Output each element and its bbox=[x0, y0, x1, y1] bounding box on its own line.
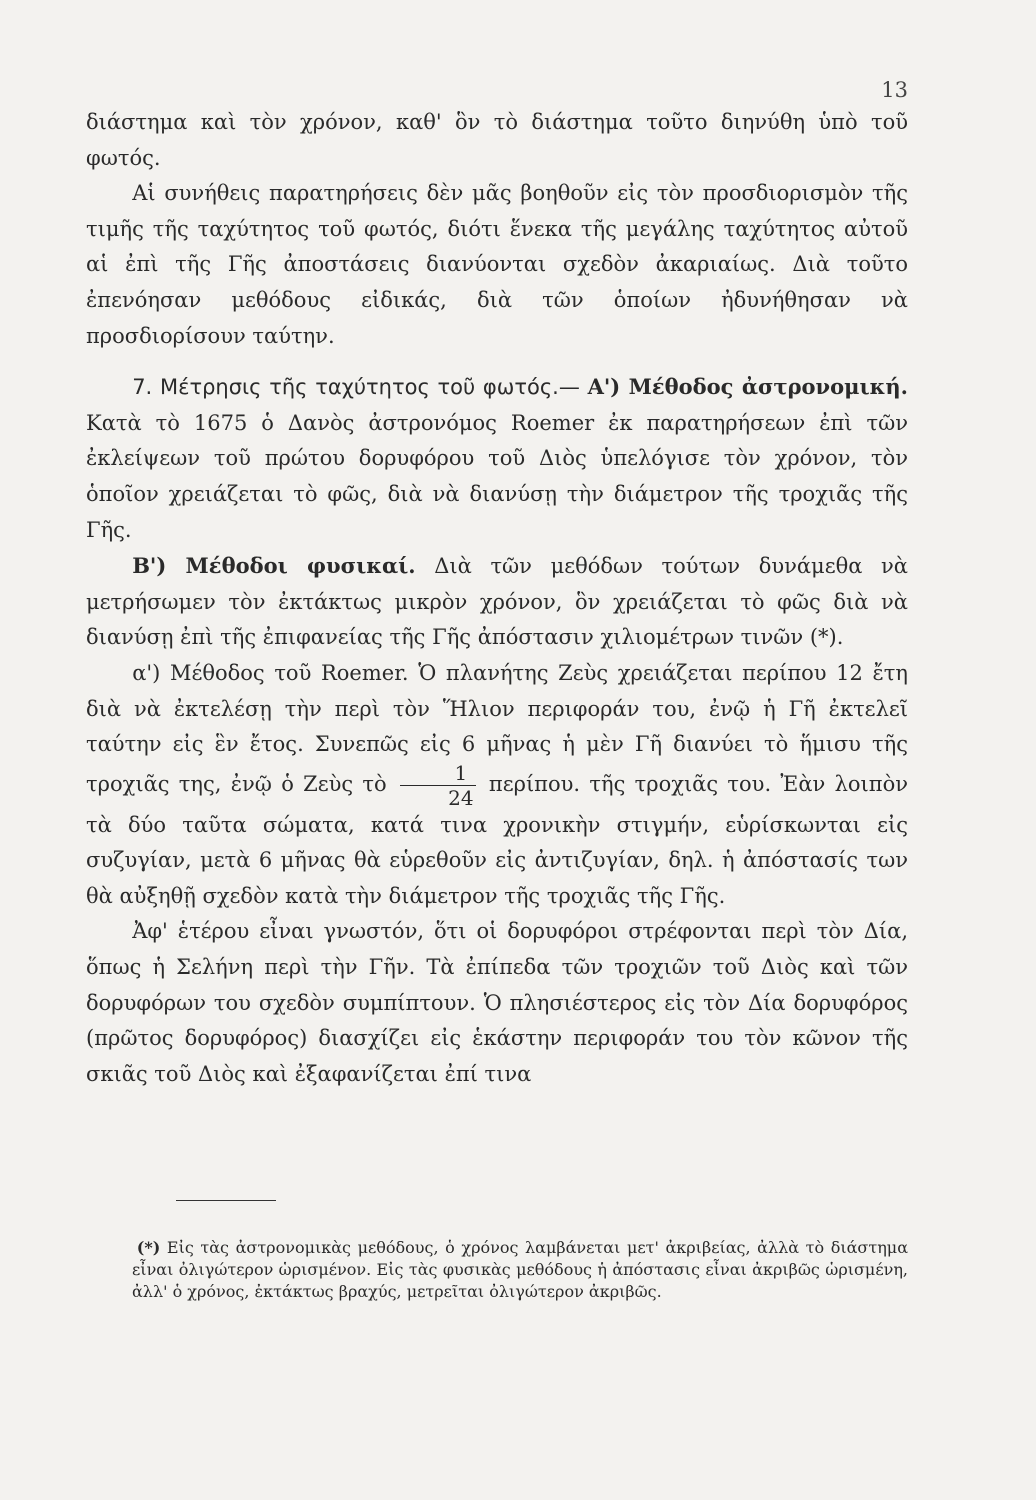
fraction-denominator: 24 bbox=[448, 785, 474, 810]
section-7-text: Κατὰ τὸ 1675 ὁ Δανὸς ἀστρονόμος Roemer ἐκ παρατηρήσεων ἐπὶ τῶν ἐκλείψεων τοῦ πρώτου δορυφόρου τοῦ Διὸς ὑπελόγισε τὸν χρόνον, τὸν ὁποῖον χρειάζεται τὸ φῶς, διὰ νὰ διανύσῃ τὴν διάμετρον τῆς τροχιᾶς τῆς Γῆς. bbox=[86, 410, 908, 542]
footnote-marker: (*) bbox=[136, 1238, 161, 1257]
fraction bbox=[400, 760, 476, 810]
paragraph-2: Αἱ συνήθεις παρατηρήσεις δὲν μᾶς βοηθοῦν εἰς τὸν προσδιορισμὸν τῆς τιμῆς τῆς ταχύτητος τοῦ φωτός, διότι ἕνεκα τῆς μεγάλης ταχύτητος αὐτοῦ αἱ ἐπὶ τῆς Γῆς ἀποστάσεις διανύονται σχεδὸν ἀκαριαίως. Διὰ τοῦτο ἐπενόησαν μεθόδους εἰδικάς, διὰ τῶν ὁποίων ἠδυνήθησαν νὰ προσδιορίσουν ταύτην. bbox=[86, 181, 908, 348]
section-7-paragraph bbox=[86, 369, 908, 548]
body-text bbox=[86, 105, 908, 1092]
page-number: 13 bbox=[881, 78, 908, 102]
section-number: 7. bbox=[132, 375, 153, 400]
subsection-a-title: Α') Μέθοδος ἀστρονομική. bbox=[587, 374, 908, 400]
subsection-b-title: Β') Μέθοδοι φυσικαί. bbox=[132, 553, 416, 579]
section-b-paragraph bbox=[86, 548, 908, 656]
footnote-text: Εἰς τὰς ἀστρονομικὰς μεθόδους, ὁ χρόνος λαμβάνεται μετ' ἀκριβείας, ἀλλὰ τὸ διάστημα εἶναι ὀλιγώτερον ὡρισμένον. Εἰς τὰς φυσικὰς μεθόδους ἡ ἀπόστασις εἶναι ἀκριβῶς ὡρισμένη, ἀλλ' ὁ χρόνος, ἐκτάκτως βραχύς, μετρεῖται ὀλιγώτερον ἀκριβῶς. bbox=[132, 1238, 908, 1301]
roemer-text-before: α') Μέθοδος τοῦ Roemer. Ὁ πλανήτης Ζεὺς χρειάζεται περίπου 12 ἔτη διὰ νὰ ἐκτελέσῃ τὴν περὶ τὸν Ἥλιον περιφοράν του, ἐνῷ ἡ Γῆ ἐκτελεῖ ταύτην εἰς ἓν ἔτος. Συνεπῶς εἰς 6 μῆνας ἡ μὲν Γῆ διανύει τὸ ἥμισυ τῆς τροχιᾶς της, ἐνῷ ὁ Ζεὺς τὸ bbox=[86, 660, 908, 796]
paragraph-last: Ἀφ' ἑτέρου εἶναι γνωστόν, ὅτι οἱ δορυφόροι στρέφονται περὶ τὸν Δία, ὅπως ἡ Σελήνη περὶ τὴν Γῆν. Τὰ ἐπίπεδα τῶν τροχιῶν τοῦ Διὸς καὶ τῶν δορυφόρων του σχεδὸν συμπίπτουν. Ὁ πλησιέστερος εἰς τὸν Δία δορυφόρος (πρῶτος δορυφόρος) διασχίζει εἰς ἑκάστην περιφοράν του τὸν κῶνον τῆς σκιᾶς τοῦ Διὸς καὶ ἐξαφανίζεται ἐπί τινα bbox=[86, 919, 908, 1086]
section-title: Μέτρησις τῆς ταχύτητος τοῦ φωτός.— bbox=[159, 375, 580, 400]
roemer-paragraph bbox=[86, 656, 908, 915]
roemer-text-after: περίπου. τῆς τροχιᾶς του. Ἐὰν λοιπὸν τὰ δύο ταῦτα σώματα, κατά τινα χρονικὴν στιγμήν, εὑρίσκωνται εἰς συζυγίαν, μετὰ 6 μῆνας θὰ εὑρεθοῦν εἰς ἀντιζυγίαν, δηλ. ἡ ἀπόστασίς των θὰ αὐξηθῇ σχεδὸν κατὰ τὴν διάμετρον τῆς τροχιᾶς τῆς Γῆς. bbox=[86, 771, 908, 908]
fraction-numerator: 1 bbox=[400, 763, 476, 786]
footnote-divider bbox=[176, 1200, 276, 1201]
footnote bbox=[132, 1237, 908, 1303]
paragraph-1: διάστημα καὶ τὸν χρόνον, καθ' ὃν τὸ διάστημα τοῦτο διηνύθη ὑπὸ τοῦ φωτός. bbox=[86, 110, 908, 170]
section-b-text: Διὰ τῶν μεθόδων τούτων δυνάμεθα νὰ μετρήσωμεν τὸν ἐκτάκτως μικρὸν χρόνον, ὃν χρειάζεται τὸ φῶς διὰ νὰ διανύσῃ ἐπὶ τῆς ἐπιφανείας τῆς Γῆς ἀπόστασιν χιλιομέτρων τινῶν (*). bbox=[86, 554, 908, 650]
